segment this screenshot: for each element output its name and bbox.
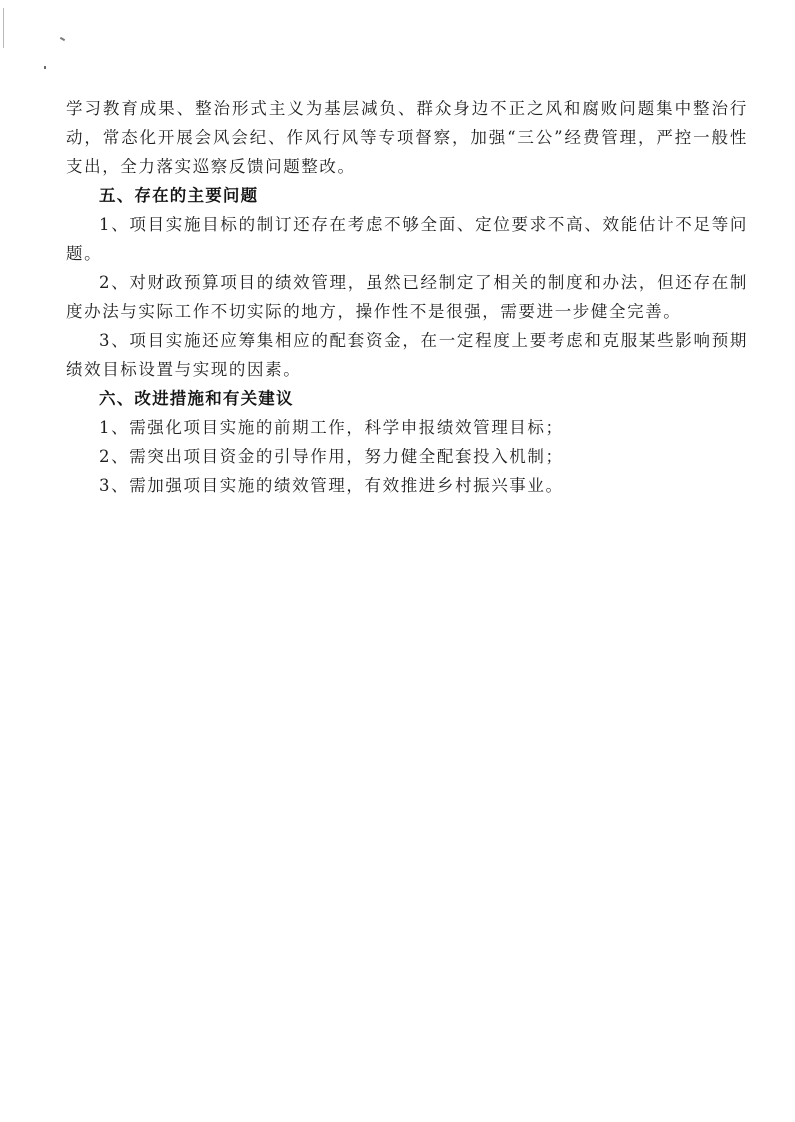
scan-artifact-line [3, 8, 4, 48]
section-6-item-1: 1、需强化项目实施的前期工作，科学申报绩效管理目标； [99, 418, 564, 437]
document-body [66, 94, 748, 500]
intro-paragraph: 学习教育成果、整治形式主义为基层减负、群众身边不正之风和腐败问题集中整治行动，常态化开展会风会纪、作风行风等专项督察，加强“三公”经费管理，严控一般性支出，全力落实巡察反馈问题整改。 [66, 99, 748, 176]
section-5-item-2: 2、对财政预算项目的绩效管理，虽然已经制定了相关的制度和办法，但还存在制度办法与实际工作不切实际的地方，操作性不是很强，需要进一步健全完善。 [66, 273, 748, 321]
section-6-heading: 六、改进措施和有关建议 [99, 389, 294, 408]
section-5-heading: 五、存在的主要问题 [99, 186, 259, 205]
section-5-item-1: 1、项目实施目标的制订还存在考虑不够全面、定位要求不高、效能估计不足等问题。 [66, 215, 748, 263]
section-6-item-3: 3、需加强项目实施的绩效管理，有效推进乡村振兴事业。 [99, 476, 564, 495]
section-6-item-2: 2、需突出项目资金的引导作用，努力健全配套投入机制； [99, 447, 564, 466]
scan-artifact-mark [60, 37, 65, 41]
scan-artifact-dot [44, 66, 46, 69]
section-5-item-3: 3、项目实施还应筹集相应的配套资金，在一定程度上要考虑和克服某些影响预期绩效目标设置与实现的因素。 [66, 331, 748, 379]
